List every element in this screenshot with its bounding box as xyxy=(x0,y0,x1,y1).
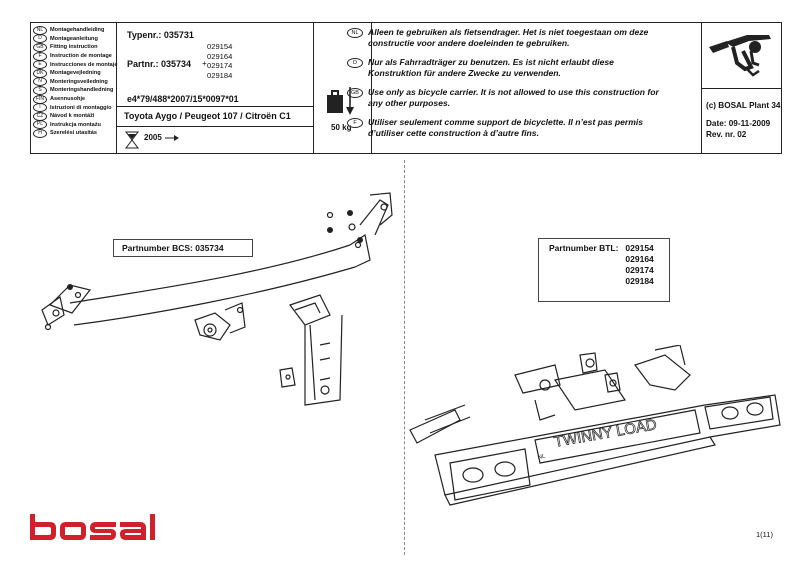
notice-text: Use only as bicycle carrier. It is not allowed to use this construction for any other purposes. xyxy=(368,87,659,108)
language-code: I xyxy=(33,103,47,112)
language-list xyxy=(33,26,117,138)
part-number: Partnr.: 035734 xyxy=(127,59,192,69)
revision-number: Rev. nr. 02 xyxy=(706,130,747,139)
copyright: (c) BOSAL Plant 34 xyxy=(706,101,781,110)
language-item xyxy=(33,121,117,130)
towbar-icon xyxy=(707,29,775,85)
type-number: Typenr.: 035731 xyxy=(127,30,194,40)
language-item xyxy=(33,69,117,78)
weight-label: 50 kg xyxy=(331,123,352,132)
language-item xyxy=(33,43,117,52)
language-name: Asennusohje xyxy=(50,96,86,103)
language-code: NL xyxy=(33,26,47,35)
language-code: H xyxy=(33,129,47,138)
notice-text: Alleen te gebruiken als fietsendrager. Het is niet toegestaan om deze constructie voor andere doeleinden te gebruiken. xyxy=(368,27,649,48)
btl-number: 029174 xyxy=(625,265,654,275)
language-name: Instrucciones de montaje xyxy=(50,61,118,68)
bike-carrier-illustration xyxy=(405,345,785,510)
notice-gb xyxy=(347,87,667,109)
language-item xyxy=(33,60,117,69)
notice-lang-code: F xyxy=(347,118,363,128)
vehicle-models: Toyota Aygo / Peugeot 107 / Citroën C1 xyxy=(124,111,291,121)
btl-number-list xyxy=(625,243,653,287)
language-item xyxy=(33,52,117,61)
btl-partnumber-box xyxy=(538,238,670,302)
language-item xyxy=(33,103,117,112)
language-name: Návod k montáži xyxy=(50,113,95,120)
notice-text: Nur als Fahrradträger zu benutzen. Es ist nicht erlaubt diese Konstruktion für andere Zwecke zu verwenden. xyxy=(368,57,614,78)
notice-lang-code: D xyxy=(347,58,363,68)
hourglass-icon xyxy=(125,131,139,149)
btl-number: 029164 xyxy=(625,254,654,264)
language-item xyxy=(33,78,117,87)
language-code: N xyxy=(33,77,47,86)
language-name: Montageanleitung xyxy=(50,35,98,42)
language-name: Szerelési utasítás xyxy=(50,130,97,137)
language-code: DK xyxy=(33,69,47,78)
language-name: Montagevejledning xyxy=(50,70,101,77)
divider xyxy=(116,106,313,107)
part-extra-list xyxy=(207,42,232,80)
notice-f xyxy=(347,117,667,139)
divider xyxy=(313,23,314,153)
language-code: FIN xyxy=(33,95,47,104)
year-from: 2005 xyxy=(144,133,162,142)
notice-lang-code: NL xyxy=(347,28,363,38)
language-item xyxy=(33,129,117,138)
divider xyxy=(116,126,313,127)
date: Date: 09-11-2009 xyxy=(706,119,771,128)
btl-label: Partnumber BTL: xyxy=(549,243,619,253)
language-code: D xyxy=(33,34,47,43)
btl-number: 029154 xyxy=(625,243,654,253)
language-name: Instruction de montage xyxy=(50,53,112,60)
notice-nl xyxy=(347,27,667,49)
page-number: 1(11) xyxy=(756,530,773,539)
carrier-brand-label: TWINNY LOAD xyxy=(552,416,659,451)
part-extra: 029154 xyxy=(207,42,233,51)
language-code: CZ xyxy=(33,112,47,121)
language-code: S xyxy=(33,86,47,95)
language-code: E xyxy=(33,60,47,69)
part-extra: 029164 xyxy=(207,51,233,61)
language-code: GB xyxy=(33,43,47,52)
notice-lang-code: GB xyxy=(347,88,363,98)
language-name: Montagehandleiding xyxy=(50,27,105,34)
language-code: PL xyxy=(33,120,47,129)
language-item xyxy=(33,26,117,35)
notice-text: Utiliser seulement comme support de bicyclette. Il n’est pas permis d’utiliser cette construction à d’autre fins. xyxy=(368,117,644,138)
language-item xyxy=(33,86,117,95)
language-item xyxy=(33,112,117,121)
arrow-right-icon xyxy=(164,134,180,142)
bosal-logo xyxy=(30,514,156,540)
language-name: Monteringsveiledning xyxy=(50,78,108,85)
approval-number: e4*79/488*2007/15*0097*01 xyxy=(127,94,239,104)
part-extra: 029184 xyxy=(207,70,233,80)
language-code: F xyxy=(33,52,47,61)
part-extra: 029174 xyxy=(207,61,233,71)
towbar-illustration xyxy=(30,185,400,435)
notice-d xyxy=(347,57,667,79)
language-name: Fitting instruction xyxy=(50,44,98,51)
carrier-nl-badge: NL xyxy=(537,453,546,461)
btl-number: 029184 xyxy=(625,276,654,286)
language-item xyxy=(33,35,117,44)
divider xyxy=(701,88,781,89)
part-plus: + xyxy=(202,59,207,68)
bcs-partnumber-box: Partnumber BCS: 035734 xyxy=(113,239,253,257)
language-name: Instrukcja montażu xyxy=(50,121,101,128)
language-item xyxy=(33,95,117,104)
language-name: Istruzioni di montaggio xyxy=(50,104,112,111)
language-name: Monteringshandledning xyxy=(50,87,114,94)
